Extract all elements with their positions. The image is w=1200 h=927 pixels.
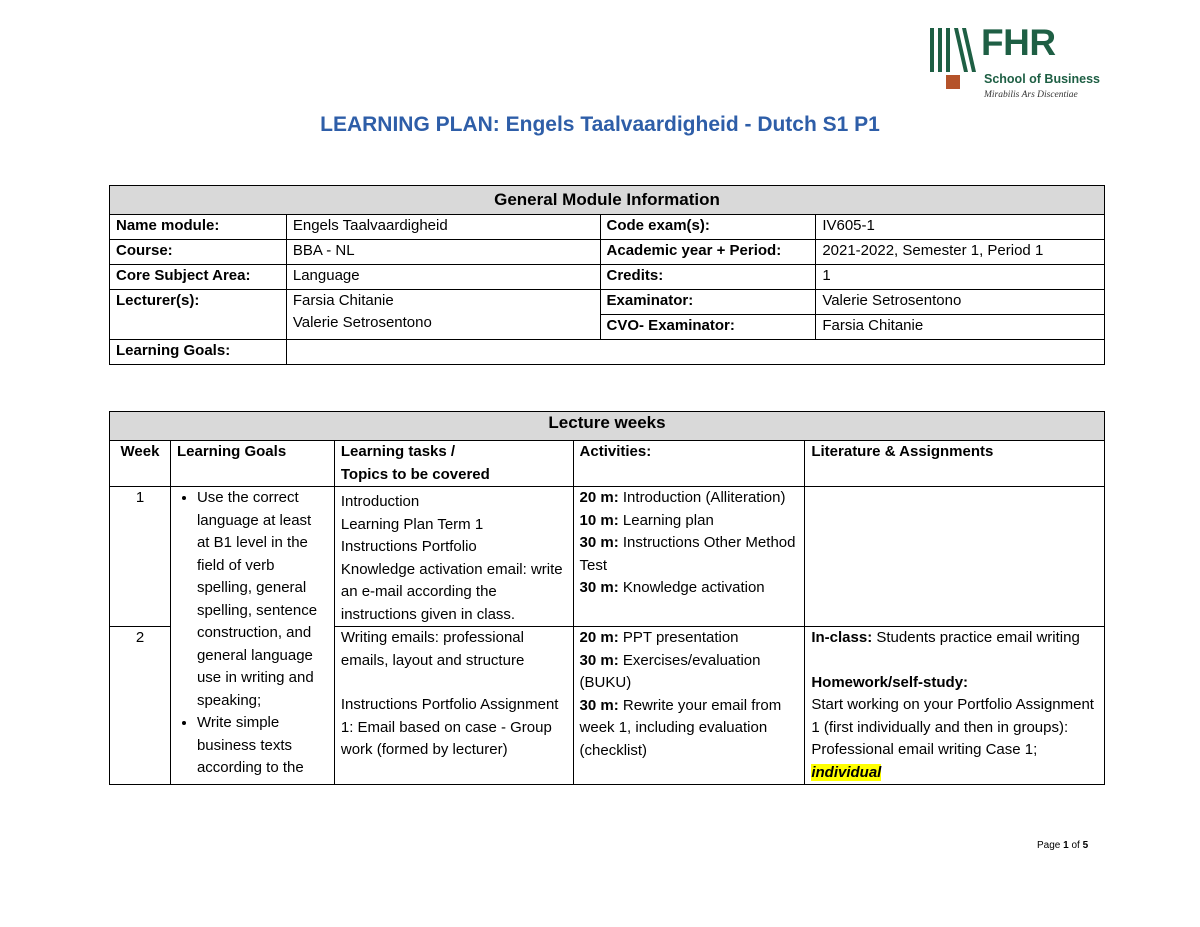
activity-text: PPT presentation	[618, 629, 739, 646]
name-module-label: Name module:	[110, 215, 287, 240]
fhr-logo	[928, 24, 1103, 104]
activity-text: Exercises/evaluation (BUKU)	[579, 651, 761, 691]
activity-text: Introduction (Alliteration)	[618, 489, 786, 506]
col-learning-tasks-line1: Learning tasks /	[340, 443, 456, 460]
general-info-header: General Module Information	[110, 186, 1105, 215]
week2-tasks	[334, 627, 573, 785]
general-info-table	[109, 185, 1105, 365]
inclass-line	[811, 627, 1098, 650]
task-line: Introduction	[340, 493, 420, 510]
homework-label: Homework/self-study:	[811, 673, 969, 691]
activity-time: 20 m:	[579, 489, 619, 506]
lecture-weeks-header: Lecture weeks	[110, 412, 1105, 441]
task-line: Knowledge activation email: write an e-mail according the instructions given in class.	[340, 560, 563, 623]
course-label: Course:	[110, 240, 287, 265]
logo-square-icon	[946, 75, 960, 89]
table-row	[110, 265, 1105, 290]
logo-bars-icon	[928, 24, 978, 74]
col-activities: Activities:	[573, 441, 805, 487]
logo-name: FHR	[981, 22, 1056, 63]
goals-label: Learning Goals:	[110, 340, 287, 365]
col-learning-goals: Learning Goals	[170, 441, 334, 487]
logo-motto: Mirabilis Ars Discentiae	[984, 90, 1078, 100]
task-line: Instructions Portfolio	[340, 538, 477, 555]
page-number: 1	[1063, 840, 1069, 851]
week1-tasks	[334, 487, 573, 627]
activity-time: 10 m:	[579, 511, 619, 529]
activity-line	[580, 577, 799, 600]
week2-literature	[805, 627, 1105, 785]
lecturers-label: Lecturer(s):	[110, 290, 287, 340]
lecturers-value	[286, 290, 600, 340]
core-value: Language	[286, 265, 600, 290]
page-title: LEARNING PLAN: Engels Taalvaardigheid - Dutch S1 P1	[320, 113, 880, 136]
task-line: Instructions Portfolio Assignment 1: Email based on case - Group work (formed by lecturer)	[340, 696, 559, 758]
goals-value	[286, 340, 1104, 365]
core-label: Core Subject Area:	[110, 265, 287, 290]
week1-literature	[805, 487, 1105, 627]
lecturer-1: Farsia Chitanie	[292, 292, 394, 309]
week1-activities	[573, 487, 805, 627]
activity-time: 30 m:	[579, 579, 619, 596]
academic-value: 2021-2022, Semester 1, Period 1	[816, 240, 1105, 265]
week2-activities	[573, 627, 805, 785]
inclass-label: In-class:	[811, 629, 873, 646]
lecture-weeks-table	[109, 411, 1105, 785]
examinator-value: Valerie Setrosentono	[816, 290, 1105, 315]
activity-time: 30 m:	[579, 696, 619, 714]
examinator-label: Examinator:	[600, 290, 816, 315]
week-number: 1	[110, 487, 171, 627]
credits-label: Credits:	[600, 265, 816, 290]
task-line: Writing emails: professional emails, layout and structure	[340, 629, 525, 669]
activity-line	[580, 510, 799, 533]
table-row	[110, 290, 1105, 315]
cvo-label: CVO- Examinator:	[600, 315, 816, 340]
table-row	[110, 340, 1105, 365]
col-learning-tasks-line2: Topics to be covered	[340, 465, 490, 483]
page-prefix: Page	[1037, 840, 1064, 851]
learning-goal-item: • Use the correct language at least at B1 level in the field of verb spelling, general spelling, sentence construction, and general language use in writing and speaking;	[197, 487, 328, 712]
col-learning-tasks	[334, 441, 573, 487]
page-footer	[1037, 840, 1088, 851]
activity-text: Knowledge activation	[618, 579, 765, 596]
learning-goals-cell	[170, 487, 334, 785]
activity-line	[580, 627, 799, 650]
activity-text: Learning plan	[618, 511, 714, 529]
code-exam-label: Code exam(s):	[600, 215, 816, 240]
credits-value: 1	[816, 265, 1105, 290]
activity-time: 20 m:	[579, 629, 619, 646]
individual-highlight: individual	[811, 763, 882, 781]
col-week: Week	[110, 441, 171, 487]
page-of: of	[1068, 840, 1083, 851]
table-row	[110, 240, 1105, 265]
name-module-value: Engels Taalvaardigheid	[286, 215, 600, 240]
activity-line	[580, 487, 799, 510]
week-number: 2	[110, 627, 171, 785]
logo-subtitle: School of Business	[984, 72, 1100, 86]
activity-line	[580, 650, 799, 695]
table-header-row	[110, 441, 1105, 487]
activity-line	[580, 532, 799, 577]
learning-goal-item: • Write simple business texts according to the	[197, 712, 328, 780]
learning-goals-list	[177, 487, 328, 780]
table-row	[110, 487, 1105, 627]
cvo-value: Farsia Chitanie	[816, 315, 1105, 340]
activity-time: 30 m:	[579, 651, 619, 669]
course-value: BBA - NL	[286, 240, 600, 265]
page-total: 5	[1082, 840, 1089, 851]
lecturer-2: Valerie Setrosentono	[292, 314, 432, 331]
homework-text: Start working on your Portfolio Assignment 1 (first individually and then in groups): Professional email writing Case 1; individual	[811, 696, 1094, 781]
academic-label: Academic year + Period:	[600, 240, 816, 265]
activity-line	[580, 695, 799, 763]
activity-time: 30 m:	[579, 534, 619, 551]
task-line: Learning Plan Term 1	[340, 515, 484, 533]
col-literature: Literature & Assignments	[805, 441, 1105, 487]
activity-text: Instructions Other Method Test	[579, 534, 796, 574]
code-exam-value: IV605-1	[816, 215, 1105, 240]
table-row	[110, 215, 1105, 240]
activity-text: Rewrite your email from week 1, including evaluation (checklist)	[579, 696, 782, 759]
inclass-text: Students practice email writing	[872, 629, 1080, 646]
